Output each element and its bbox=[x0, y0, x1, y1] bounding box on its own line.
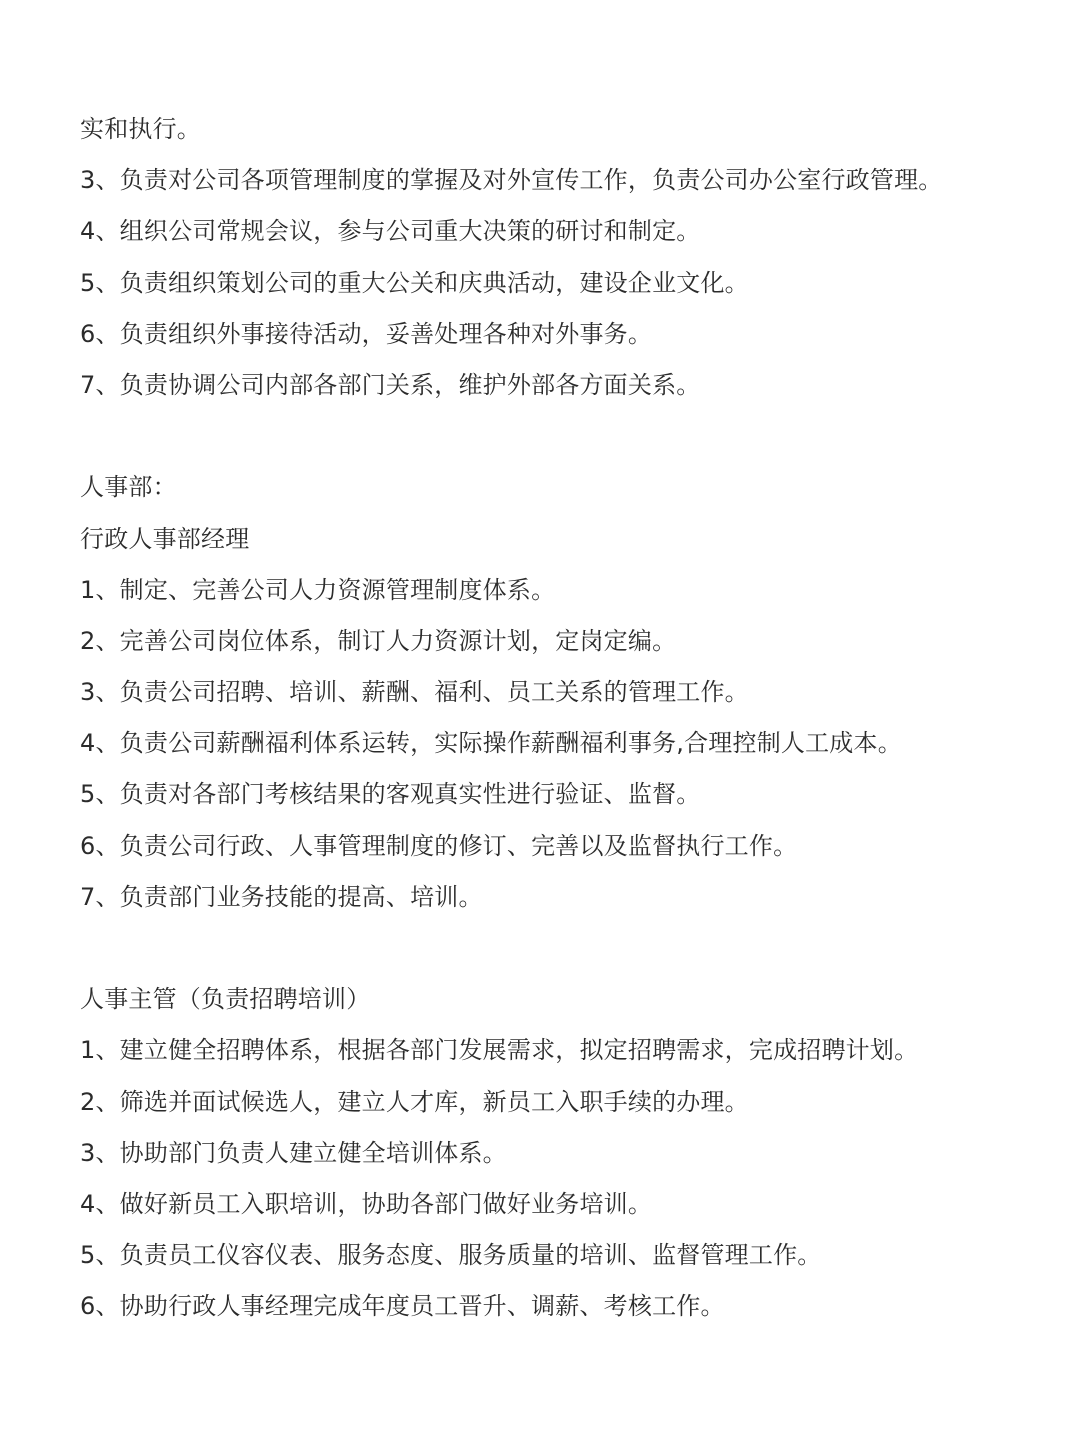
text-line: 7、负责部门业务技能的提高、培训。 bbox=[80, 882, 483, 911]
paragraph-spacer bbox=[80, 411, 1020, 462]
paragraph-spacer bbox=[80, 923, 1020, 974]
block-hr-supervisor bbox=[80, 974, 1020, 1332]
text-line: 6、负责公司行政、人事管理制度的修订、完善以及监督执行工作。 bbox=[80, 831, 798, 860]
text-line: 2、筛选并面试候选人，建立人才库，新员工入职手续的办理。 bbox=[80, 1087, 749, 1116]
text-line: 4、做好新员工入职培训，协助各部门做好业务培训。 bbox=[80, 1189, 653, 1218]
text-line: 5、负责员工仪容仪表、服务态度、服务质量的培训、监督管理工作。 bbox=[80, 1241, 822, 1270]
text-line: 7、负责协调公司内部各部门关系，维护外部各方面关系。 bbox=[80, 370, 701, 399]
text-line: 3、负责对公司各项管理制度的掌握及对外宣传工作，负责公司办公室行政管理。 bbox=[80, 166, 943, 195]
role-title: 人事主管（负责招聘培训） bbox=[80, 985, 371, 1014]
text-line: 1、制定、完善公司人力资源管理制度体系。 bbox=[80, 575, 556, 604]
text-line: 2、完善公司岗位体系，制订人力资源计划，定岗定编。 bbox=[80, 626, 677, 655]
section-heading: 人事部： bbox=[80, 473, 177, 502]
text-line: 5、负责组织策划公司的重大公关和庆典活动，建设企业文化。 bbox=[80, 268, 749, 297]
text-line: 6、协助行政人事经理完成年度员工晋升、调薪、考核工作。 bbox=[80, 1292, 725, 1321]
text-line: 4、负责公司薪酬福利体系运转，实际操作薪酬福利事务,合理控制人工成本。 bbox=[80, 729, 902, 758]
text-line: 实和执行。 bbox=[80, 115, 201, 143]
text-line: 6、负责组织外事接待活动，妥善处理各种对外事务。 bbox=[80, 319, 653, 348]
text-line: 1、建立健全招聘体系，根据各部门发展需求，拟定招聘需求，完成招聘计划。 bbox=[80, 1036, 919, 1065]
document-body bbox=[80, 104, 1020, 1333]
text-line: 4、组织公司常规会议，参与公司重大决策的研讨和制定。 bbox=[80, 217, 701, 246]
text-line: 5、负责对各部门考核结果的客观真实性进行验证、监督。 bbox=[80, 780, 701, 809]
text-line: 3、负责公司招聘、培训、薪酬、福利、员工关系的管理工作。 bbox=[80, 678, 749, 707]
block-hr-manager bbox=[80, 462, 1020, 923]
text-line: 3、协助部门负责人建立健全培训体系。 bbox=[80, 1138, 507, 1167]
role-title: 行政人事部经理 bbox=[80, 524, 250, 553]
block-office-duties bbox=[80, 104, 1020, 411]
